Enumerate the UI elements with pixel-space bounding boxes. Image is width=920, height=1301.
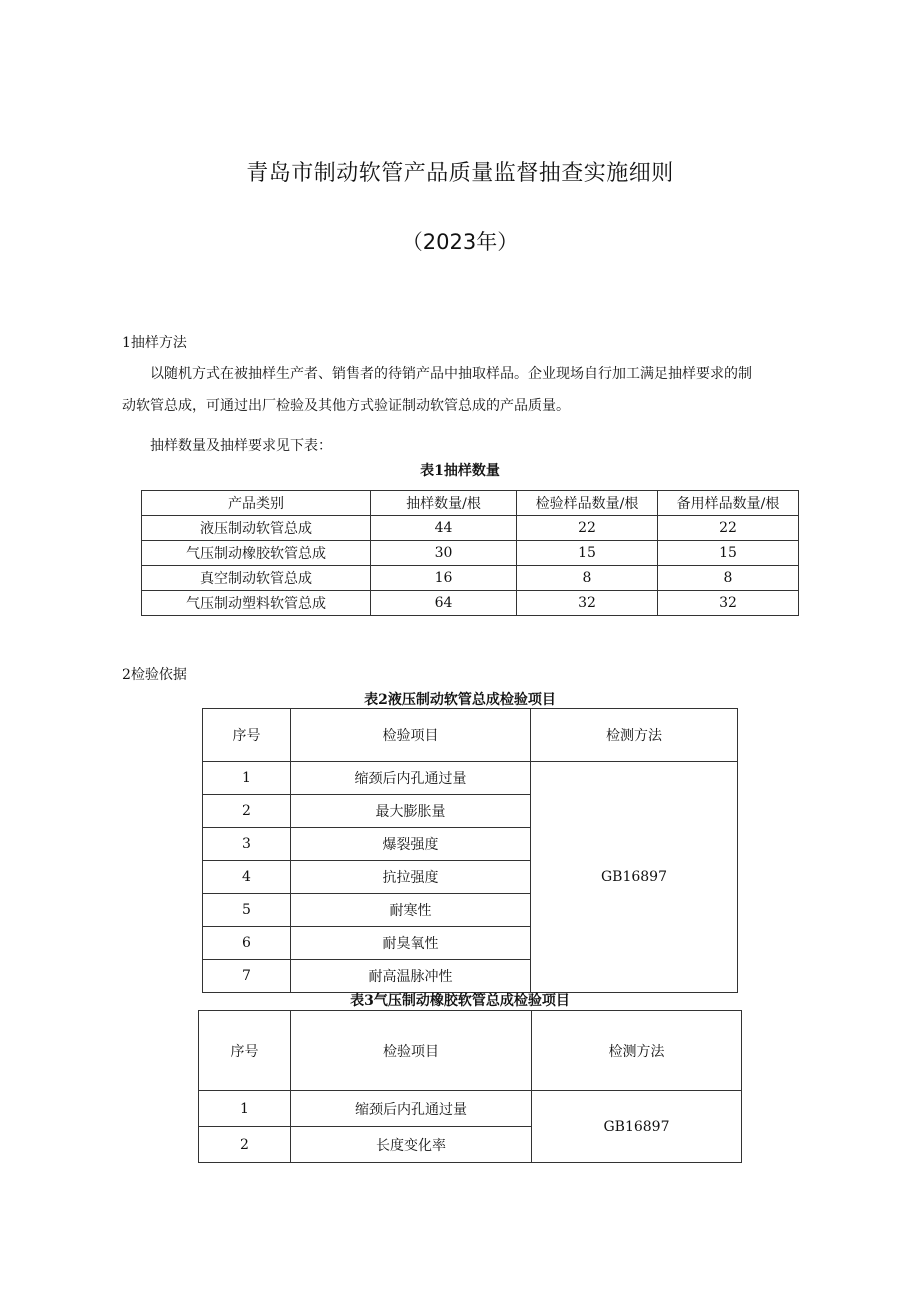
table-cell: 1 — [199, 1091, 291, 1127]
table-cell: 8 — [517, 566, 658, 591]
table-cell: 耐高温脉冲性 — [291, 960, 531, 993]
section-1-paragraph-line-1: 以随机方式在被抽样生产者、销售者的待销产品中抽取样品。企业现场自行加工满足抽样要求的制 — [150, 366, 752, 382]
table-cell: 16 — [371, 566, 517, 591]
table-cell: 爆裂强度 — [291, 828, 531, 861]
table-cell: 真空制动软管总成 — [142, 566, 371, 591]
test-method-cell: GB16897 — [532, 1091, 742, 1163]
table-1-header-cell: 抽样数量/根 — [371, 491, 517, 516]
table-cell: 32 — [658, 591, 799, 616]
table-cell: 44 — [371, 516, 517, 541]
table-1-caption: 表1抽样数量 — [420, 463, 500, 479]
table-cell: 64 — [371, 591, 517, 616]
table-1-header-cell: 检验样品数量/根 — [517, 491, 658, 516]
table-cell: 1 — [203, 762, 291, 795]
table-cell: 气压制动塑料软管总成 — [142, 591, 371, 616]
table-1-header-row — [142, 491, 799, 516]
table-2-header-cell: 序号 — [203, 709, 291, 762]
table-1-header-cell: 产品类别 — [142, 491, 371, 516]
table-cell: 22 — [658, 516, 799, 541]
table-cell: 15 — [658, 541, 799, 566]
table-row — [199, 1091, 742, 1127]
table-cell: 7 — [203, 960, 291, 993]
table-row — [142, 541, 799, 566]
table-cell: 2 — [203, 795, 291, 828]
table-2-caption: 表2液压制动软管总成检验项目 — [364, 692, 556, 708]
table-cell: 长度变化率 — [291, 1127, 532, 1163]
table-cell: 4 — [203, 861, 291, 894]
table-cell: 30 — [371, 541, 517, 566]
section-1-heading: 1抽样方法 — [122, 335, 187, 351]
table-cell: 耐寒性 — [291, 894, 531, 927]
table-3-header-row — [199, 1011, 742, 1091]
table-2-header-cell: 检测方法 — [531, 709, 738, 762]
table-3-header-cell: 检测方法 — [532, 1011, 742, 1091]
section-2-heading: 2检验依据 — [122, 667, 187, 683]
table-2-header-row — [203, 709, 738, 762]
table-2-header-cell: 检验项目 — [291, 709, 531, 762]
document-year: （2023年） — [401, 230, 519, 254]
table-cell: 6 — [203, 927, 291, 960]
table-cell: 22 — [517, 516, 658, 541]
table-1-header-cell: 备用样品数量/根 — [658, 491, 799, 516]
table-cell: 15 — [517, 541, 658, 566]
table-cell: 32 — [517, 591, 658, 616]
table-cell: 2 — [199, 1127, 291, 1163]
section-1-paragraph-line-2: 动软管总成，可通过出厂检验及其他方式验证制动软管总成的产品质量。 — [122, 398, 570, 414]
table-3-header-cell: 检验项目 — [291, 1011, 532, 1091]
table-row — [203, 762, 738, 795]
table-cell: 3 — [203, 828, 291, 861]
table-cell: 8 — [658, 566, 799, 591]
table-row — [142, 591, 799, 616]
table-cell: 5 — [203, 894, 291, 927]
table-3-header-cell: 序号 — [199, 1011, 291, 1091]
table-cell: 缩颈后内孔通过量 — [291, 762, 531, 795]
table-cell: 液压制动软管总成 — [142, 516, 371, 541]
table-cell: 最大膨胀量 — [291, 795, 531, 828]
table-cell: 缩颈后内孔通过量 — [291, 1091, 532, 1127]
pneumatic-rubber-hose-test-items-table — [198, 1010, 742, 1163]
document-title: 青岛市制动软管产品质量监督抽查实施细则 — [246, 161, 674, 186]
hydraulic-hose-test-items-table — [202, 708, 738, 993]
table-cell: 气压制动橡胶软管总成 — [142, 541, 371, 566]
table-row — [142, 516, 799, 541]
test-method-cell: GB16897 — [531, 762, 738, 993]
table-cell: 抗拉强度 — [291, 861, 531, 894]
section-1-sampling-note: 抽样数量及抽样要求见下表： — [150, 438, 332, 454]
sampling-quantity-table — [141, 490, 799, 616]
table-cell: 耐臭氧性 — [291, 927, 531, 960]
table-row — [142, 566, 799, 591]
table-3-caption: 表3气压制动橡胶软管总成检验项目 — [350, 993, 570, 1009]
